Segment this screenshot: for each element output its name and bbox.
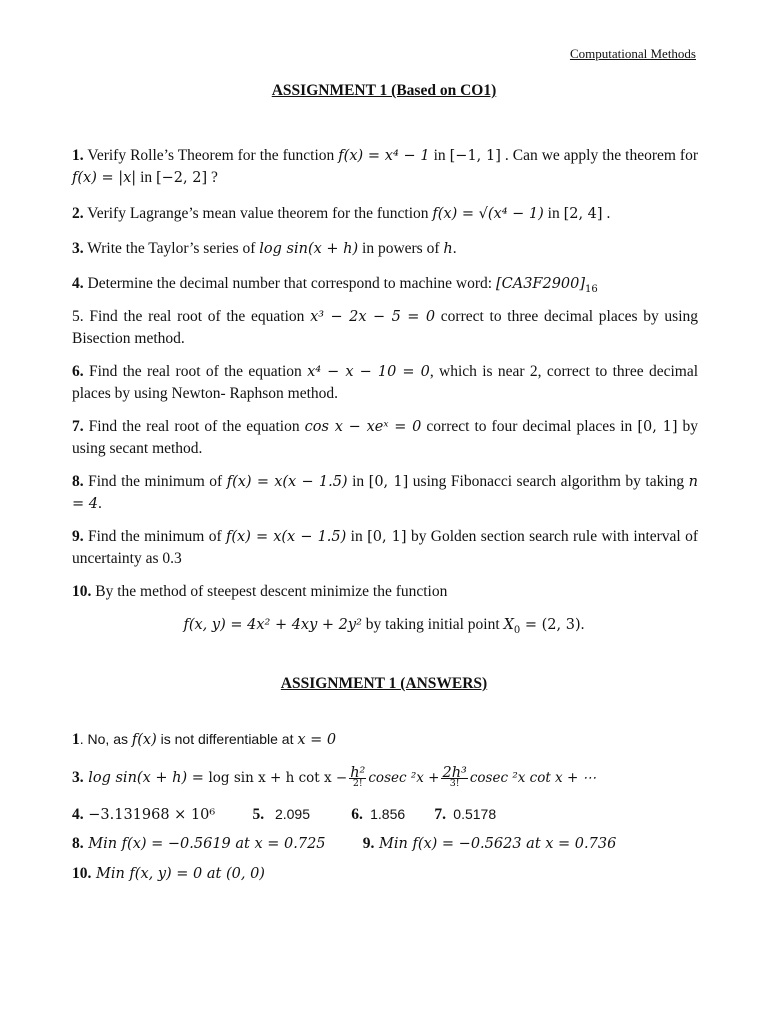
answers-8-9: 8. Min f(x) = −0.5619 at x = 0.725 9. Min f(x) = −0.5623 at x = 0.736 xyxy=(72,835,617,852)
question-6: 6. Find the real root of the equation x⁴ − x − 10 = 0, which is near 2, correct to three decimal places by using Newton- Raphson method. xyxy=(72,363,698,402)
answer-1: 1. No, as f(x) is not differentiable at x = 0 xyxy=(72,731,337,748)
question-5: 5. Find the real root of the equation x³ − 2x − 5 = 0 correct to three decimal places by using Bisection method. xyxy=(72,308,699,347)
question-3: 3. Write the Taylor’s series of log sin(x + h) in powers of h. xyxy=(72,240,457,257)
fraction-h2-over-2fact: $\frac{\text{h²}}{2!}$ xyxy=(350,765,366,790)
answers-title: ASSIGNMENT 1 (ANSWERS) xyxy=(280,675,488,692)
question-8: 8. Find the minimum of f(x) = x(x − 1.5) in [0, 1] using Fibonacci search algorithm by taking n = 4. xyxy=(72,473,699,512)
course-header: Computational Methods xyxy=(569,46,696,61)
question-10-formula: f(x, y) = 4x² + 4xy + 2y² by taking initial point $X_0 = (2$, 3). xyxy=(183,616,585,637)
question-2: 2. Verify Lagrange’s mean value theorem for the function f(x) = √(x⁴ − 1) in [2, 4] . xyxy=(72,205,611,222)
question-4: 4. Determine the decimal number that correspond to machine word: $[CA3F2900]_{16}$ xyxy=(72,275,598,296)
assignment-title: ASSIGNMENT 1 (Based on CO1) xyxy=(271,82,497,99)
question-10: 10. By the method of steepest descent minimize the function xyxy=(72,583,448,600)
question-9: 9. Find the minimum of f(x) = x(x − 1.5) in [0, 1] by Golden section search rule with interval of uncertainty as 0.3 xyxy=(72,528,699,567)
answers-4-to-7: 4. −3.131968 × 10⁶ 5. 2.095 6. 1.856 7. 0.5178 xyxy=(72,806,497,823)
question-1: 1. Verify Rolle’s Theorem for the function f(x) = x⁴ − 1 in [−1, 1] . Can we apply the theorem for f(x) = |x| in [−2, 2] ? xyxy=(72,147,699,186)
answer-10: 10. Min f(x, y) = 0 at (0, 0) xyxy=(72,865,265,882)
answer-3: 3. log sin(x + h) = log sin x + h cot x − $\frac{\text{h²}}{2!}$ cosec ²x + $\frac{\text{2h³}}{3!}$ cosec ²x cot x + ⋯ xyxy=(72,765,597,790)
question-7: 7. Find the real root of the equation cos x − xeˣ = 0 correct to four decimal places in [0, 1] by using secant method. xyxy=(72,418,699,457)
fraction-2h3-over-3fact: $\frac{\text{2h³}}{3!}$ xyxy=(442,765,467,790)
